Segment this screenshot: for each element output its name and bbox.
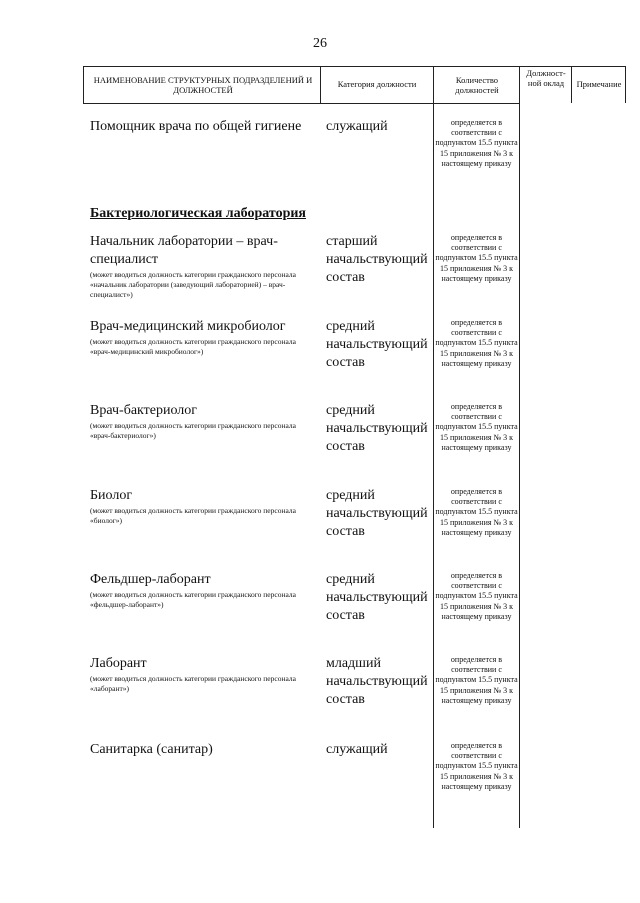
header-col-category: Категория должности <box>337 79 417 89</box>
table-border-right <box>625 66 626 103</box>
position-category: средний начальствующий состав <box>326 403 428 454</box>
position-title: Фельдшер-лаборант <box>90 572 211 587</box>
header-col-name: НАИМЕНОВАНИЕ СТРУКТУРНЫХ ПОДРАЗДЕЛЕНИЙ И ДОЛЖНОСТЕЙ <box>93 75 313 95</box>
position-quantity: определяется в соответствии с подпунктом 15.5 пункта 15 приложения № 3 к настоящему приказу <box>435 318 518 368</box>
header-col-salary: Должност-ной оклад <box>526 68 566 88</box>
position-quantity: определяется в соответствии с подпунктом 15.5 пункта 15 приложения № 3 к настоящему приказу <box>435 741 518 791</box>
position-title: Врач-медицинский микробиолог <box>90 319 286 334</box>
position-quantity: определяется в соответствии с подпунктом 15.5 пункта 15 приложения № 3 к настоящему приказу <box>435 571 518 621</box>
position-note: (может вводиться должность категории гражданского персонала «врач-медицинский микробиолог») <box>90 337 296 356</box>
position-title: Помощник врача по общей гигиене <box>90 119 302 134</box>
header-bottom-border <box>83 103 520 104</box>
page-number: 26 <box>313 36 327 51</box>
position-quantity: определяется в соответствии с подпунктом 15.5 пункта 15 приложения № 3 к настоящему приказу <box>435 487 518 537</box>
position-note: (может вводиться должность категории гражданского персонала «лаборант») <box>90 674 296 693</box>
position-note: (может вводиться должность категории гражданского персонала «начальник лаборатории (заведующий лабораторией) – врач-специалист») <box>90 270 296 299</box>
position-title: Биолог <box>90 488 133 503</box>
section-title: Бактериологическая лаборатория <box>90 206 306 221</box>
position-note: (может вводиться должность категории гражданского персонала «врач-бактериолог») <box>90 421 296 440</box>
position-category: средний начальствующий состав <box>326 319 428 370</box>
header-col-notes: Примечание <box>576 79 622 89</box>
table-top-border <box>83 66 625 67</box>
position-quantity: определяется в соответствии с подпунктом 15.5 пункта 15 приложения № 3 к настоящему приказу <box>435 402 518 452</box>
position-category: младший начальствующий состав <box>326 656 428 707</box>
position-note: (может вводиться должность категории гражданского персонала «биолог») <box>90 506 296 525</box>
position-title: Лаборант <box>90 656 147 671</box>
position-quantity: определяется в соответствии с подпунктом 15.5 пункта 15 приложения № 3 к настоящему приказу <box>435 233 518 283</box>
header-col-quantity: Количество должностей <box>455 75 499 95</box>
position-category: старший начальствующий состав <box>326 234 428 285</box>
position-title: Начальник лаборатории – врач-специалист <box>90 234 278 267</box>
table-border-left <box>83 66 84 103</box>
position-note: (может вводиться должность категории гражданского персонала «фельдшер-лаборант») <box>90 590 296 609</box>
position-title: Санитарка (санитар) <box>90 742 213 757</box>
position-quantity: определяется в соответствии с подпунктом 15.5 пункта 15 приложения № 3 к настоящему приказу <box>435 118 518 168</box>
column-divider <box>571 66 572 103</box>
column-divider <box>519 66 520 828</box>
position-category: средний начальствующий состав <box>326 488 428 539</box>
position-title: Врач-бактериолог <box>90 403 198 418</box>
position-category: средний начальствующий состав <box>326 572 428 623</box>
position-category: служащий <box>326 742 388 757</box>
position-quantity: определяется в соответствии с подпунктом 15.5 пункта 15 приложения № 3 к настоящему приказу <box>435 655 518 705</box>
position-category: служащий <box>326 119 388 134</box>
column-divider <box>320 66 321 103</box>
